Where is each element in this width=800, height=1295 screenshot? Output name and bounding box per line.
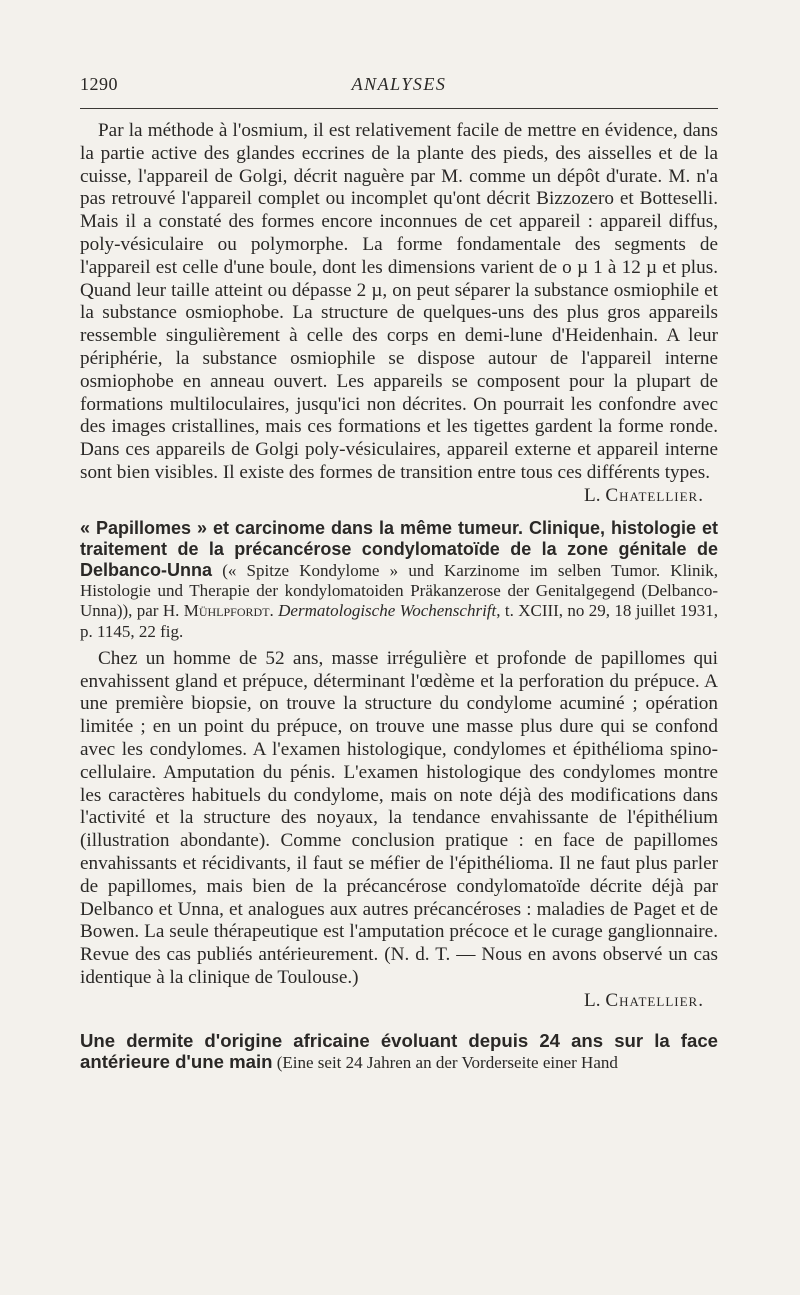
page-number: 1290	[80, 74, 118, 94]
article1-signature-initial: L.	[584, 484, 601, 506]
article2-reference	[80, 518, 718, 642]
article1-signature	[80, 485, 718, 508]
page-body	[80, 120, 718, 1073]
article2-paragraph: Chez un homme de 52 ans, masse irrégulière et profonde de papillomes qui envahissent gland et prépuce, déterminant l'œdème et la perforation du prépuce. A une première biopsie, on trouve la structure du condylome acuminé ; opération limitée ; en un point du prépuce, on trouve une masse plus dure qui se confond avec les condylomes. A l'examen histologique, condylomes et épithélioma spino-cellulaire. Amputation du pénis. L'examen histologique des condylomes montre les caractères habituels du condylome, mais on note déjà des modifications dans l'activité et la structure des noyaux, la tendance envahissante de l'épithélium (illustration abondante). Comme conclusion pratique : en face de papillomes envahissants et récidivants, il faut se méfier de l'épithélioma. Il ne faut plus parler de papillomes, mais bien de la précancérose condylomatoïde décrite déjà par Delbanco et Unna, et analogues aux autres précancéroses : maladies de Paget et de Bowen. La seule thérapeutique est l'amputation précoce et le curage ganglionnaire. Revue des cas publiés antérieurement. (N. d. T. — Nous en avons observé un cas identique à la clinique de Toulouse.)	[80, 647, 718, 988]
article3-reference	[80, 1031, 718, 1073]
article2-journal: Dermatologische Wochenschrift	[278, 601, 497, 621]
article3-title: Une dermite d'origine africaine évoluant depuis 24 ans sur la face antérieure d'une main	[80, 1029, 718, 1072]
article2-author: Mühlpfordt.	[183, 601, 274, 621]
header-rule	[80, 108, 718, 109]
running-title: ANALYSES	[351, 74, 447, 94]
page-header	[80, 74, 718, 102]
article2-citation: , t. XCIII, no 29, 18 juillet 1931, p. 1145, 22 fig.	[80, 601, 719, 641]
article1-signature-name: Chatellier.	[605, 484, 704, 506]
article2-signature-name: Chatellier.	[605, 989, 704, 1011]
article2-german-title: (« Spitze Kondylome » und Karzinome im selben Tumor. Klinik, Histologie und Therapie der kondylomatoiden Präkanzerose der Genitalgegend (Delbanco-Unna)), par H.	[80, 560, 718, 621]
article2-title: « Papillomes » et carcinome dans la même tumeur. Clinique, histologie et traitement de la précancérose condylomatoïde de la zone génitale de Delbanco-Unna	[80, 517, 718, 580]
article2-signature-initial: L.	[584, 989, 601, 1011]
article1-paragraph: Par la méthode à l'osmium, il est relativement facile de mettre en évidence, dans la partie active des glandes eccrines de la plante des pieds, des aisselles et de la cuisse, l'appareil de Golgi, décrit naguère par M. comme un dépôt d'urate. M. n'a pas retrouvé l'appareil complet ou incomplet qu'ont décrit Bizzozero et Botteselli. Mais il a constaté des formes encore inconnues de cet appareil : appareil diffus, poly-vésiculaire ou polymorphe. La forme fondamentale des segments de l'appareil est celle d'une boule, dont les dimensions varient de o µ 1 à 12 µ et plus. Quand leur taille atteint ou dépasse 2 µ, on peut séparer la substance osmiophile et la substance osmiophobe. La structure de quelques-uns des plus gros appareils ressemble singulièrement à celle des corps en demi-lune d'Heidenhain. A leur périphérie, la substance osmiophile se dispose autour de l'appareil interne osmiophobe en anneau ouvert. Les appareils se composent pour la plupart de formations multiloculaires, jusqu'ici non décrites. On pourrait les confondre avec des images cristallines, mais ces formations et les tigettes gardent la forme ronde. Dans ces appareils de Golgi poly-vésiculaires, appareil externe et appareil interne sont bien visibles. Il existe des formes de transition entre tous ces différents types.	[80, 120, 718, 483]
article2-signature	[80, 990, 718, 1013]
article3-german-title: (Eine seit 24 Jahren an der Vorderseite einer Hand	[276, 1052, 618, 1072]
